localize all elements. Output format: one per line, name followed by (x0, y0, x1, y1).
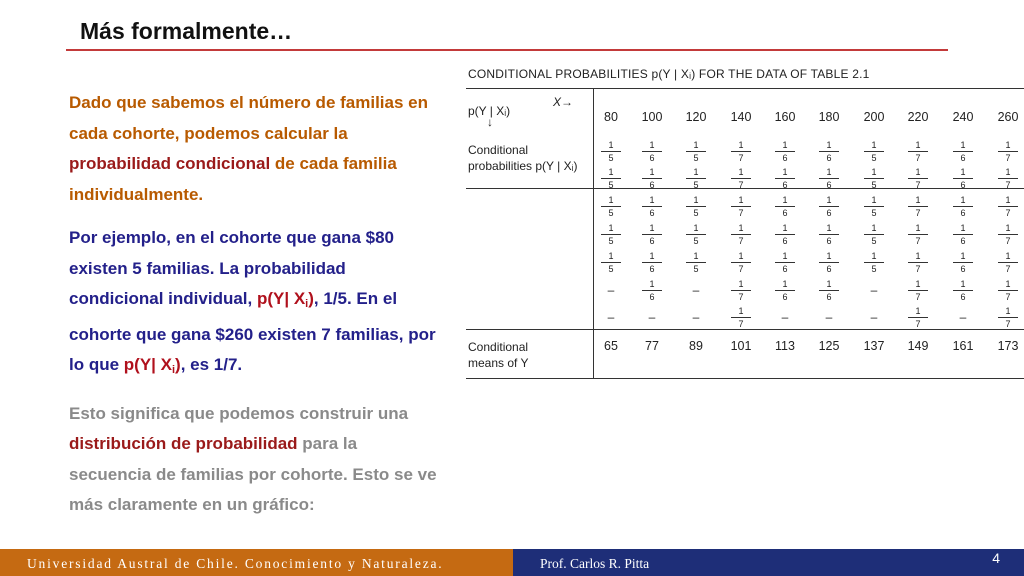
fraction-numerator: 1 (601, 140, 621, 152)
fraction-numerator: 1 (731, 306, 751, 318)
fraction-denominator: 5 (608, 264, 614, 274)
column-header-120: 120 (685, 110, 707, 124)
probability-cell (775, 140, 795, 163)
probability-cell (642, 195, 662, 218)
fraction-denominator: 6 (782, 292, 788, 302)
table-bottom-rule (466, 378, 1024, 379)
fraction-numerator: 1 (642, 223, 662, 235)
table-means-rule (466, 329, 1024, 330)
fraction-numerator: 1 (953, 279, 973, 291)
row-label-conditional: Conditional (468, 143, 529, 157)
fraction-denominator: 7 (1005, 264, 1011, 274)
fraction-denominator: 6 (826, 264, 832, 274)
fraction-numerator: 1 (998, 195, 1018, 207)
row-label-conditional-means: Conditional (468, 340, 529, 354)
probability-cell (998, 279, 1018, 302)
fraction-numerator: 1 (953, 251, 973, 263)
fraction-denominator: 5 (693, 153, 699, 163)
fraction-denominator: 7 (738, 264, 744, 274)
probability-cell (819, 140, 839, 163)
conditional-mean-cell: 161 (952, 339, 974, 353)
body-text (69, 88, 444, 534)
fraction-denominator: 5 (693, 236, 699, 246)
fraction-denominator: 5 (608, 153, 614, 163)
fraction-denominator: 7 (1005, 180, 1011, 190)
fraction-numerator: 1 (953, 140, 973, 152)
fraction-denominator: 6 (960, 292, 966, 302)
fraction-denominator: 5 (693, 180, 699, 190)
probability-cell (731, 223, 751, 246)
probability-cell (686, 195, 706, 218)
probability-cell (731, 195, 751, 218)
conditional-mean-cell: 77 (645, 339, 659, 353)
header-p-label: p(Y | Xᵢ) (468, 104, 511, 118)
fraction-numerator: 1 (819, 279, 839, 291)
fraction-denominator: 6 (960, 236, 966, 246)
probability-cell (686, 140, 706, 163)
fraction-denominator: 7 (1005, 208, 1011, 218)
fraction-denominator: 7 (915, 236, 921, 246)
paragraph-2-formula-2 (124, 355, 181, 374)
fraction-denominator: 6 (826, 236, 832, 246)
fraction-denominator: 6 (826, 180, 832, 190)
fraction-numerator: 1 (642, 167, 662, 179)
column-header-240: 240 (952, 110, 974, 124)
fraction-numerator: 1 (731, 140, 751, 152)
conditional-mean-cell: 101 (730, 339, 752, 353)
fraction-numerator: 1 (998, 279, 1018, 291)
fraction-denominator: 5 (608, 208, 614, 218)
fraction-denominator: 6 (826, 153, 832, 163)
fraction-numerator: 1 (864, 251, 884, 263)
fraction-denominator: 5 (693, 208, 699, 218)
fraction-numerator: 1 (642, 140, 662, 152)
fraction-numerator: 1 (686, 167, 706, 179)
fraction-denominator: 7 (1005, 319, 1011, 329)
fraction-denominator: 7 (915, 319, 921, 329)
probability-cell (953, 167, 973, 190)
fraction-denominator: 6 (782, 208, 788, 218)
probability-cell (686, 223, 706, 246)
conditional-mean-cell: 65 (604, 339, 618, 353)
probability-cell (998, 140, 1018, 163)
fraction-denominator: 6 (649, 236, 655, 246)
paragraph-2-text-c: , es 1/7. (180, 355, 243, 374)
fraction-denominator: 6 (960, 208, 966, 218)
paragraph-3 (69, 399, 444, 521)
fraction-numerator: 1 (731, 279, 751, 291)
fraction-numerator: 1 (998, 140, 1018, 152)
probability-cell (908, 140, 928, 163)
probability-cell (998, 306, 1018, 329)
conditional-mean-cell: 89 (689, 339, 703, 353)
row-label-means-of-y: means of Y (468, 356, 529, 370)
fraction-numerator: 1 (864, 140, 884, 152)
fraction-numerator: 1 (953, 223, 973, 235)
probability-cell (775, 279, 795, 302)
probability-cell (731, 306, 751, 329)
fraction-denominator: 7 (915, 153, 921, 163)
fraction-denominator: 6 (782, 180, 788, 190)
empty-cell-dash: – (825, 310, 833, 324)
fraction-numerator: 1 (775, 251, 795, 263)
fraction-numerator: 1 (731, 223, 751, 235)
probability-cell (998, 167, 1018, 190)
fraction-numerator: 1 (601, 195, 621, 207)
fraction-denominator: 6 (649, 292, 655, 302)
fraction-numerator: 1 (775, 223, 795, 235)
fraction-denominator: 7 (738, 180, 744, 190)
fraction-denominator: 6 (960, 264, 966, 274)
fraction-denominator: 5 (608, 180, 614, 190)
column-header-220: 220 (907, 110, 929, 124)
fraction-denominator: 6 (782, 264, 788, 274)
fraction-denominator: 7 (738, 236, 744, 246)
probability-cell (953, 279, 973, 302)
probability-cell (775, 195, 795, 218)
probability-cell (731, 140, 751, 163)
probability-cell (819, 195, 839, 218)
fraction-numerator: 1 (686, 251, 706, 263)
probability-cell (953, 195, 973, 218)
fraction-numerator: 1 (819, 167, 839, 179)
probability-cell (775, 251, 795, 274)
paragraph-1-text-b: de cada familia individualmente. (69, 154, 397, 204)
formula-1-main: p(Y| X (256, 289, 306, 308)
probability-cell (642, 251, 662, 274)
fraction-numerator: 1 (775, 195, 795, 207)
conditional-mean-cell: 173 (997, 339, 1019, 353)
paragraph-3-highlight: distribución de probabilidad (69, 434, 298, 453)
conditional-mean-cell: 149 (907, 339, 929, 353)
fraction-numerator: 1 (731, 195, 751, 207)
fraction-numerator: 1 (908, 140, 928, 152)
paragraph-2-formula-1 (257, 289, 314, 308)
probability-cell (775, 167, 795, 190)
fraction-numerator: 1 (601, 223, 621, 235)
column-header-200: 200 (863, 110, 885, 124)
fraction-numerator: 1 (998, 306, 1018, 318)
probability-cell (953, 251, 973, 274)
empty-cell-dash: – (648, 310, 656, 324)
fraction-denominator: 7 (1005, 236, 1011, 246)
fraction-denominator: 7 (1005, 153, 1011, 163)
fraction-denominator: 5 (693, 264, 699, 274)
empty-cell-dash: – (692, 283, 700, 297)
fraction-numerator: 1 (601, 167, 621, 179)
probability-cell (775, 223, 795, 246)
empty-cell-dash: – (607, 310, 615, 324)
fraction-numerator: 1 (998, 251, 1018, 263)
probability-cell (953, 223, 973, 246)
title-divider (66, 49, 948, 51)
fraction-denominator: 6 (782, 153, 788, 163)
probability-cell (819, 167, 839, 190)
fraction-numerator: 1 (642, 279, 662, 291)
fraction-denominator: 5 (871, 180, 877, 190)
empty-cell-dash: – (870, 283, 878, 297)
table-stub-divider (593, 89, 594, 378)
column-header-100: 100 (641, 110, 663, 124)
fraction-denominator: 5 (871, 236, 877, 246)
fraction-numerator: 1 (998, 223, 1018, 235)
fraction-denominator: 7 (738, 319, 744, 329)
fraction-numerator: 1 (819, 195, 839, 207)
fraction-denominator: 7 (1005, 292, 1011, 302)
paragraph-2-text-b: , 1/5. En el cohorte que gana $260 existen 7 familias, por lo que (69, 289, 436, 374)
fraction-denominator: 7 (915, 180, 921, 190)
fraction-denominator: 5 (871, 153, 877, 163)
fraction-denominator: 7 (915, 264, 921, 274)
fraction-numerator: 1 (686, 195, 706, 207)
fraction-numerator: 1 (642, 195, 662, 207)
formula-2-main: p(Y| X (123, 355, 172, 374)
probability-cell (642, 140, 662, 163)
empty-cell-dash: – (959, 310, 967, 324)
fraction-denominator: 7 (738, 292, 744, 302)
fraction-denominator: 7 (738, 208, 744, 218)
fraction-numerator: 1 (908, 223, 928, 235)
footer-institution: Universidad Austral de Chile. Conocimiento y Naturaleza. (27, 556, 444, 571)
paragraph-3-text-a: Esto significa que podemos construir una (69, 403, 409, 423)
fraction-numerator: 1 (819, 223, 839, 235)
probability-cell (908, 223, 928, 246)
fraction-denominator: 6 (782, 236, 788, 246)
probability-cell (601, 140, 621, 163)
fraction-numerator: 1 (864, 195, 884, 207)
fraction-numerator: 1 (908, 195, 928, 207)
fraction-numerator: 1 (998, 167, 1018, 179)
fraction-denominator: 6 (649, 180, 655, 190)
conditional-mean-cell: 137 (863, 339, 885, 353)
footer-author: Prof. Carlos R. Pitta (540, 556, 650, 571)
probability-cell (819, 223, 839, 246)
probability-cell (819, 279, 839, 302)
column-header-140: 140 (730, 110, 752, 124)
fraction-numerator: 1 (908, 251, 928, 263)
fraction-numerator: 1 (953, 167, 973, 179)
table-caption: CONDITIONAL PROBABILITIES p(Y | Xᵢ) FOR THE DATA OF TABLE 2.1 (468, 67, 870, 81)
fraction-numerator: 1 (908, 279, 928, 291)
formula-1-close: ) (308, 289, 314, 308)
fraction-denominator: 6 (960, 153, 966, 163)
header-x-label: X→ (553, 95, 574, 109)
fraction-numerator: 1 (819, 251, 839, 263)
fraction-numerator: 1 (908, 167, 928, 179)
fraction-denominator: 6 (649, 153, 655, 163)
probability-cell (601, 223, 621, 246)
formula-2-close: ) (175, 355, 181, 374)
fraction-numerator: 1 (731, 167, 751, 179)
fraction-numerator: 1 (908, 306, 928, 318)
fraction-numerator: 1 (775, 167, 795, 179)
formula-2-subscript: i (171, 364, 176, 376)
empty-cell-dash: – (692, 310, 700, 324)
fraction-denominator: 6 (960, 180, 966, 190)
probability-cell (908, 195, 928, 218)
probability-cell (819, 251, 839, 274)
probability-cell (686, 251, 706, 274)
fraction-numerator: 1 (686, 140, 706, 152)
header-down-arrow: ↓ (487, 115, 493, 129)
fraction-numerator: 1 (864, 223, 884, 235)
probability-cell (908, 251, 928, 274)
fraction-numerator: 1 (864, 167, 884, 179)
fraction-numerator: 1 (819, 140, 839, 152)
probability-cell (998, 223, 1018, 246)
paragraph-2-text-a: Por ejemplo, en el cohorte que gana $80 existen 5 familias. La probabilidad condicional individual, (69, 228, 394, 308)
conditional-mean-cell: 125 (818, 339, 840, 353)
column-header-160: 160 (774, 110, 796, 124)
probability-cell (908, 167, 928, 190)
page-number: 4 (992, 550, 1000, 566)
fraction-denominator: 6 (649, 208, 655, 218)
paragraph-1-text-a: Dado que sabemos el número de familias en cada cohorte, podemos calcular la (69, 93, 428, 143)
fraction-numerator: 1 (731, 251, 751, 263)
column-header-180: 180 (818, 110, 840, 124)
fraction-numerator: 1 (601, 251, 621, 263)
paragraph-3-text-b: para la secuencia de familias por cohorte. Esto se ve más claramente en un gráfico: (69, 434, 437, 514)
probability-cell (601, 251, 621, 274)
probability-cell (864, 167, 884, 190)
probability-cell (642, 167, 662, 190)
fraction-numerator: 1 (953, 195, 973, 207)
fraction-numerator: 1 (775, 279, 795, 291)
probability-cell (953, 140, 973, 163)
fraction-denominator: 6 (826, 292, 832, 302)
fraction-denominator: 6 (826, 208, 832, 218)
column-header-80: 80 (604, 110, 618, 124)
probability-cell (908, 306, 928, 329)
fraction-numerator: 1 (642, 251, 662, 263)
slide-title: Más formalmente… (80, 18, 293, 44)
empty-cell-dash: – (607, 283, 615, 297)
row-label-probabilities: probabilities p(Y | Xᵢ) (468, 159, 578, 173)
paragraph-2 (69, 223, 444, 386)
probability-cell (731, 279, 751, 302)
probability-cell (601, 167, 621, 190)
fraction-denominator: 5 (608, 236, 614, 246)
probability-cell (864, 195, 884, 218)
probability-cell (601, 195, 621, 218)
probability-cell (864, 223, 884, 246)
conditional-probabilities-table (466, 60, 1024, 380)
fraction-numerator: 1 (686, 223, 706, 235)
fraction-denominator: 7 (738, 153, 744, 163)
fraction-denominator: 5 (871, 264, 877, 274)
conditional-mean-cell: 113 (775, 339, 795, 353)
table-top-rule (466, 88, 1024, 89)
probability-cell (998, 195, 1018, 218)
probability-cell (864, 140, 884, 163)
probability-cell (864, 251, 884, 274)
paragraph-1 (69, 88, 444, 210)
fraction-denominator: 7 (915, 208, 921, 218)
probability-cell (908, 279, 928, 302)
fraction-denominator: 6 (649, 264, 655, 274)
probability-cell (686, 167, 706, 190)
fraction-denominator: 7 (915, 292, 921, 302)
probability-cell (642, 279, 662, 302)
probability-cell (642, 223, 662, 246)
column-header-260: 260 (997, 110, 1019, 124)
fraction-denominator: 5 (871, 208, 877, 218)
formula-1-subscript: i (305, 298, 309, 310)
empty-cell-dash: – (870, 310, 878, 324)
paragraph-1-highlight: probabilidad condicional (69, 154, 271, 173)
probability-cell (731, 167, 751, 190)
probability-cell (998, 251, 1018, 274)
empty-cell-dash: – (781, 310, 789, 324)
fraction-numerator: 1 (775, 140, 795, 152)
probability-cell (731, 251, 751, 274)
